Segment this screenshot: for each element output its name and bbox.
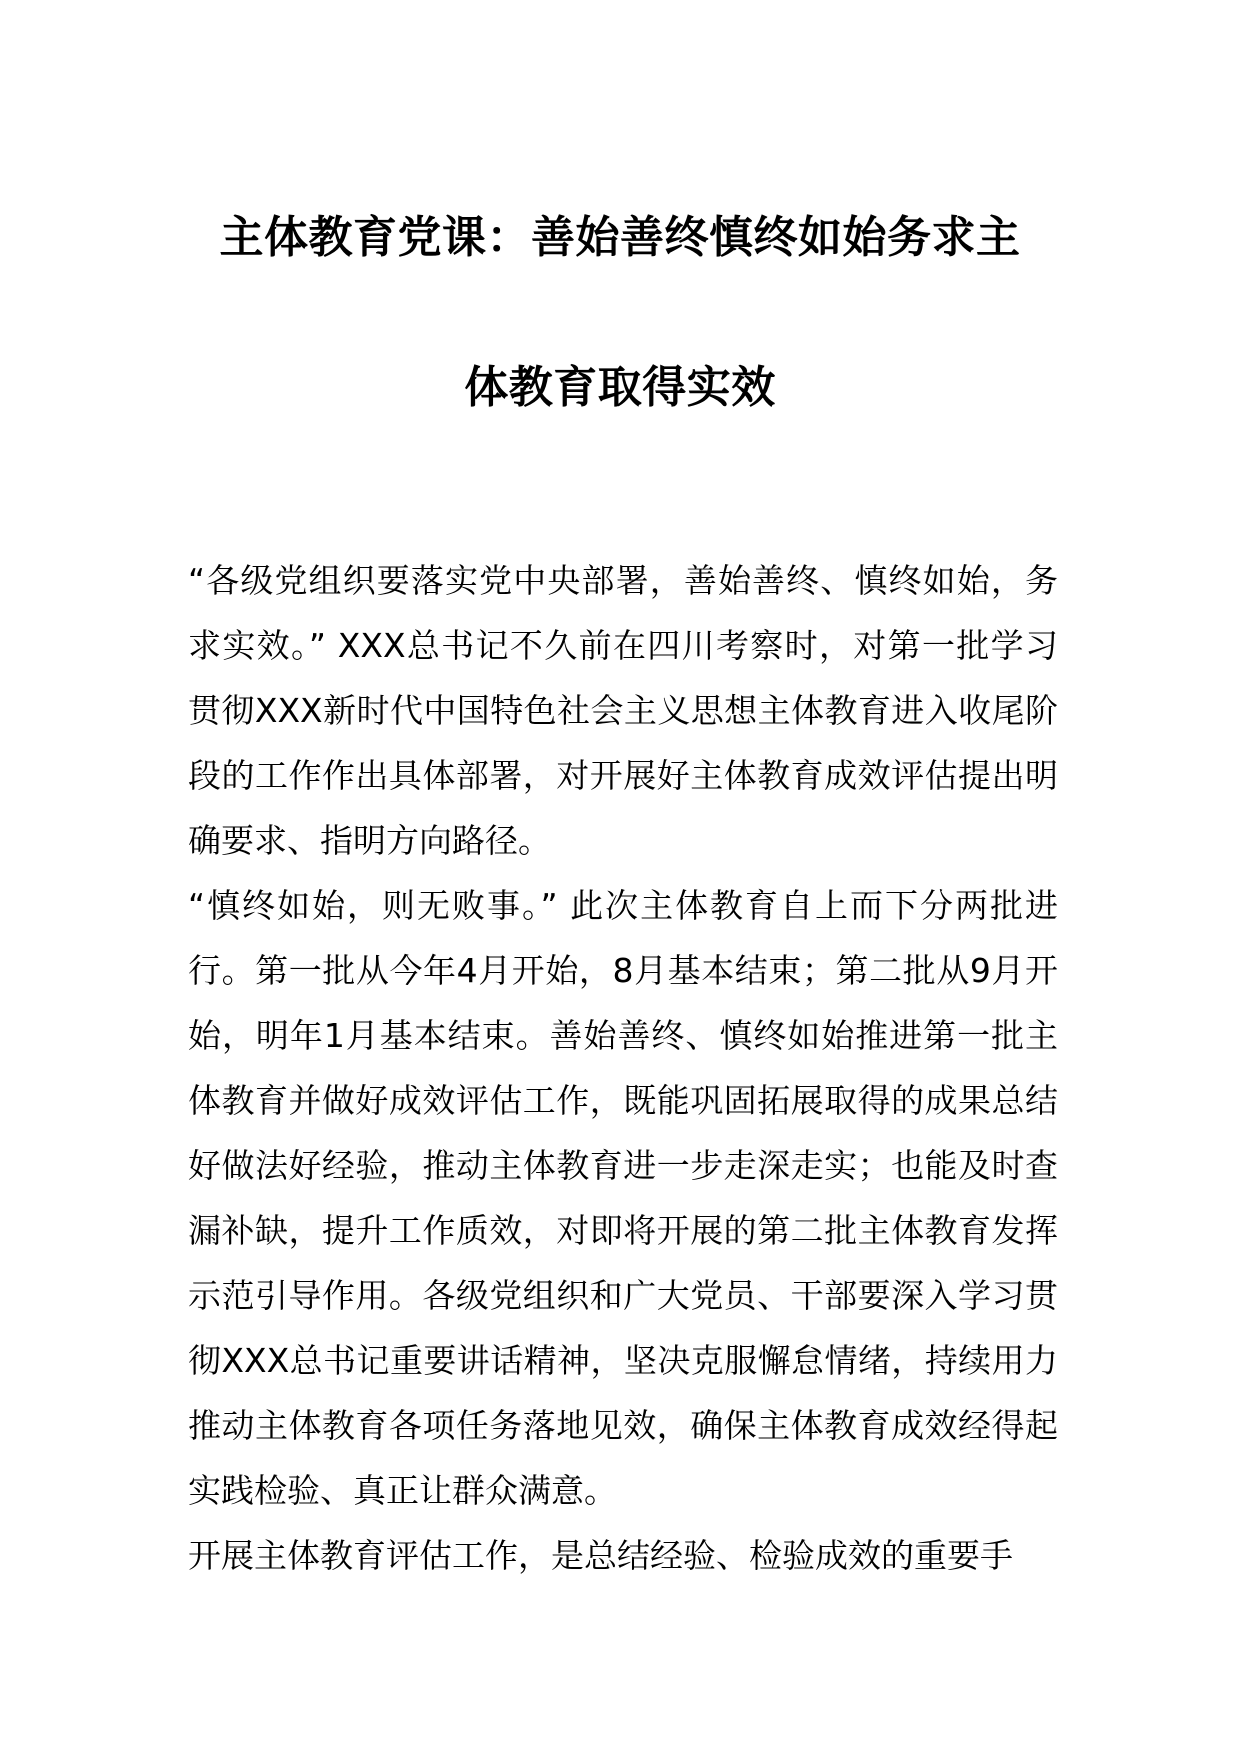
body-paragraph-3: 开展主体教育评估工作，是总结经验、检验成效的重要手	[188, 1536, 1013, 1575]
body-paragraph-1: “各级党组织要落实党中央部署，善始善终、慎终如始，务求实效。” XXX总书记不久前在四川考察时，对第一批学习贯彻XXX新时代中国特色社会主义思想主体教育进入收尾阶段的工作作出具体部署，对开展好主体教育成效评估提出明确要求、指明方向路径。	[188, 561, 1058, 860]
document-title-line-2: 体教育取得实效	[464, 362, 776, 413]
document-body	[188, 548, 1058, 1588]
body-paragraph-2: “慎终如始，则无败事。” 此次主体教育自上而下分两批进行。第一批从今年4月开始，8月基本结束；第二批从9月开始，明年1月基本结束。善始善终、慎终如始推进第一批主体教育并做好成效评估工作，既能巩固拓展取得的成果总结好做法好经验，推动主体教育进一步走深走实；也能及时查漏补缺，提升工作质效，对即将开展的第二批主体教育发挥示范引导作用。各级党组织和广大党员、干部要深入学习贯彻XXX总书记重要讲话精神，坚决克服懈怠情绪，持续用力推动主体教育各项任务落地见效，确保主体教育成效经得起实践检验、真正让群众满意。	[188, 886, 1058, 1510]
document-title-line-1: 主体教育党课：善始善终慎终如始务求主	[219, 212, 1021, 263]
